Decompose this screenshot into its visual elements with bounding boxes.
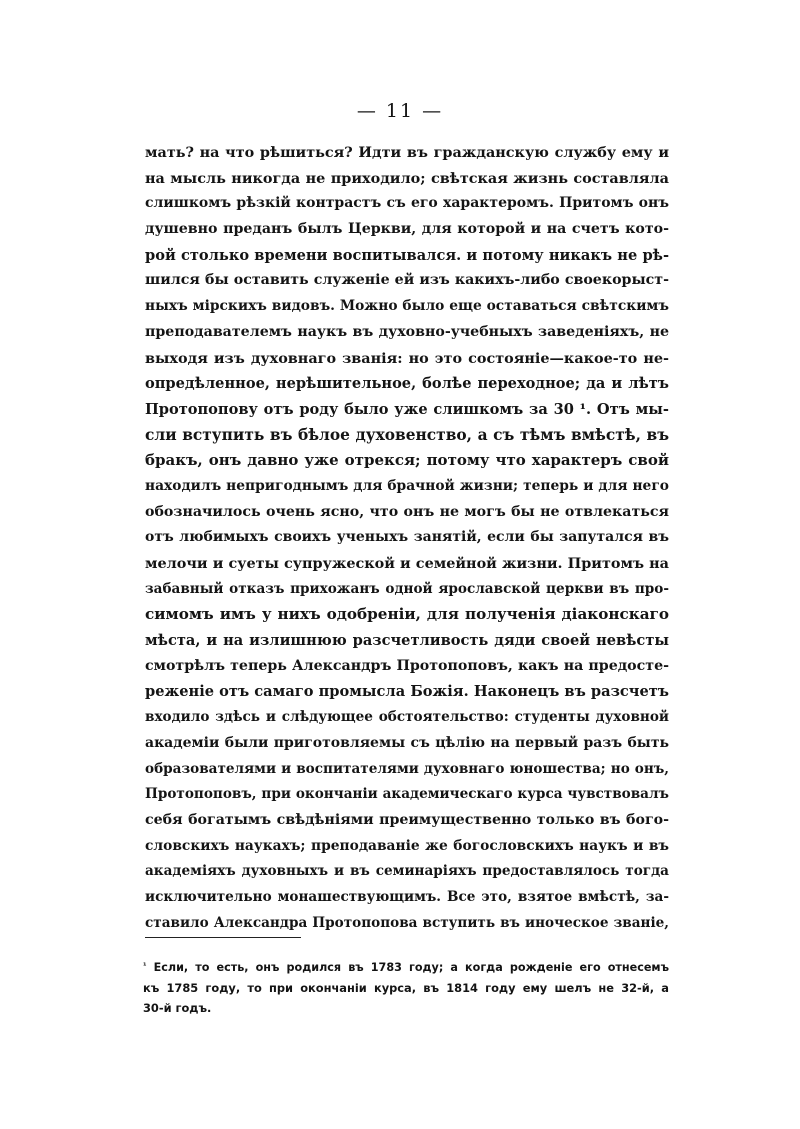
body-line: душевно преданъ былъ Церкви, для которой и на счетъ кото- — [145, 221, 669, 238]
body-line: исключительно монашествующимъ. Все это, взятое вмѣстѣ, за- — [145, 888, 669, 905]
body-line: смотрѣлъ теперь Александръ Протопоповъ, какъ на предосте- — [145, 657, 669, 674]
body-line: Протопопову отъ роду было уже слишкомъ за 30 ¹. Отъ мы- — [145, 400, 669, 418]
body-line: шился бы оставить служеніе ей изъ какихъ-либо своекорыст- — [145, 272, 669, 289]
body-line: на мысль никогда не приходило; свѣтская жизнь составляла — [145, 169, 669, 187]
body-line: себя богатымъ свѣдѣніями преимущественно только въ бого- — [145, 811, 669, 828]
body-line: мѣста, и на излишнюю разсчетливость дяди своей невѣсты — [145, 632, 669, 650]
body-line: академіяхъ духовныхъ и въ семинаріяхъ предоставлялось тогда — [145, 863, 669, 880]
body-line: образователями и воспитателями духовнаго юношества; но онъ, — [145, 760, 669, 777]
footnote-text: Если, то есть, онъ родился въ 1783 году; а когда рожденіе его отнесемъ — [153, 961, 669, 974]
body-line: академіи были приготовляемы съ цѣлію на первый разъ быть — [145, 734, 669, 751]
body-line: мать? на что рѣшиться? Идти въ гражданскую службу ему и — [145, 144, 669, 161]
footnote-line: къ 1785 году, то при окончаніи курса, въ 1814 году ему шелъ не 32-й, а — [143, 981, 669, 995]
footnote-separator — [145, 937, 301, 938]
body-line: рой столько времени воспитывался. и потому никакъ не рѣ- — [145, 246, 669, 264]
body-line: преподавателемъ наукъ въ духовно-учебныхъ заведеніяхъ, не — [145, 323, 669, 340]
body-line: ставило Александра Протопопова вступить въ иноческое званіе, — [145, 914, 669, 931]
body-line: симомъ имъ у нихъ одобреніи, для полученія діаконскаго — [145, 605, 669, 624]
body-line: опредѣленное, нерѣшительное, болѣе переходное; да и лѣтъ — [145, 375, 669, 393]
body-text — [145, 140, 669, 936]
body-line: забавный отказъ прихожанъ одной ярославской церкви въ про- — [145, 580, 669, 597]
body-line: реженіе отъ самаго промысла Божія. Наконецъ въ разсчетъ — [145, 683, 669, 701]
body-line: находилъ непригоднымъ для брачной жизни; теперь и для него — [145, 477, 669, 494]
body-line: выходя изъ духовнаго званія: но это состояніе—какое-то не- — [145, 349, 669, 367]
footnotes — [143, 958, 669, 1018]
footnote-line: 30-й годъ. — [143, 1001, 212, 1015]
body-line: бракъ, онъ давно уже отрекся; потому что характеръ свой — [145, 451, 669, 470]
body-line: обозначилось очень ясно, что онъ не могъ бы не отвлекаться — [145, 503, 669, 520]
body-line: входило здѣсь и слѣдующее обстоятельство: студенты духовной — [145, 709, 669, 726]
body-line: слишкомъ рѣзкій контрастъ съ его характеромъ. Притомъ онъ — [145, 195, 669, 212]
body-line: отъ любимыхъ своихъ ученыхъ занятій, если бы запутался въ — [145, 529, 669, 546]
page-number: — 11 — — [356, 100, 444, 122]
body-line: сли вступить въ бѣлое духовенство, а съ тѣмъ вмѣстѣ, въ — [145, 425, 669, 444]
body-line: мелочи и суеты супружеской и семейной жизни. Притомъ на — [145, 555, 669, 572]
body-line: словскихъ наукахъ; преподаваніе же богословскихъ наукъ и въ — [145, 837, 669, 854]
footnote-line — [143, 958, 669, 978]
footnote-marker: ¹ — [143, 961, 147, 970]
body-line: Протопоповъ, при окончаніи академическаго курса чувствовалъ — [145, 786, 669, 803]
body-line: ныхъ мірскихъ видовъ. Можно было еще оставаться свѣтскимъ — [145, 298, 669, 315]
